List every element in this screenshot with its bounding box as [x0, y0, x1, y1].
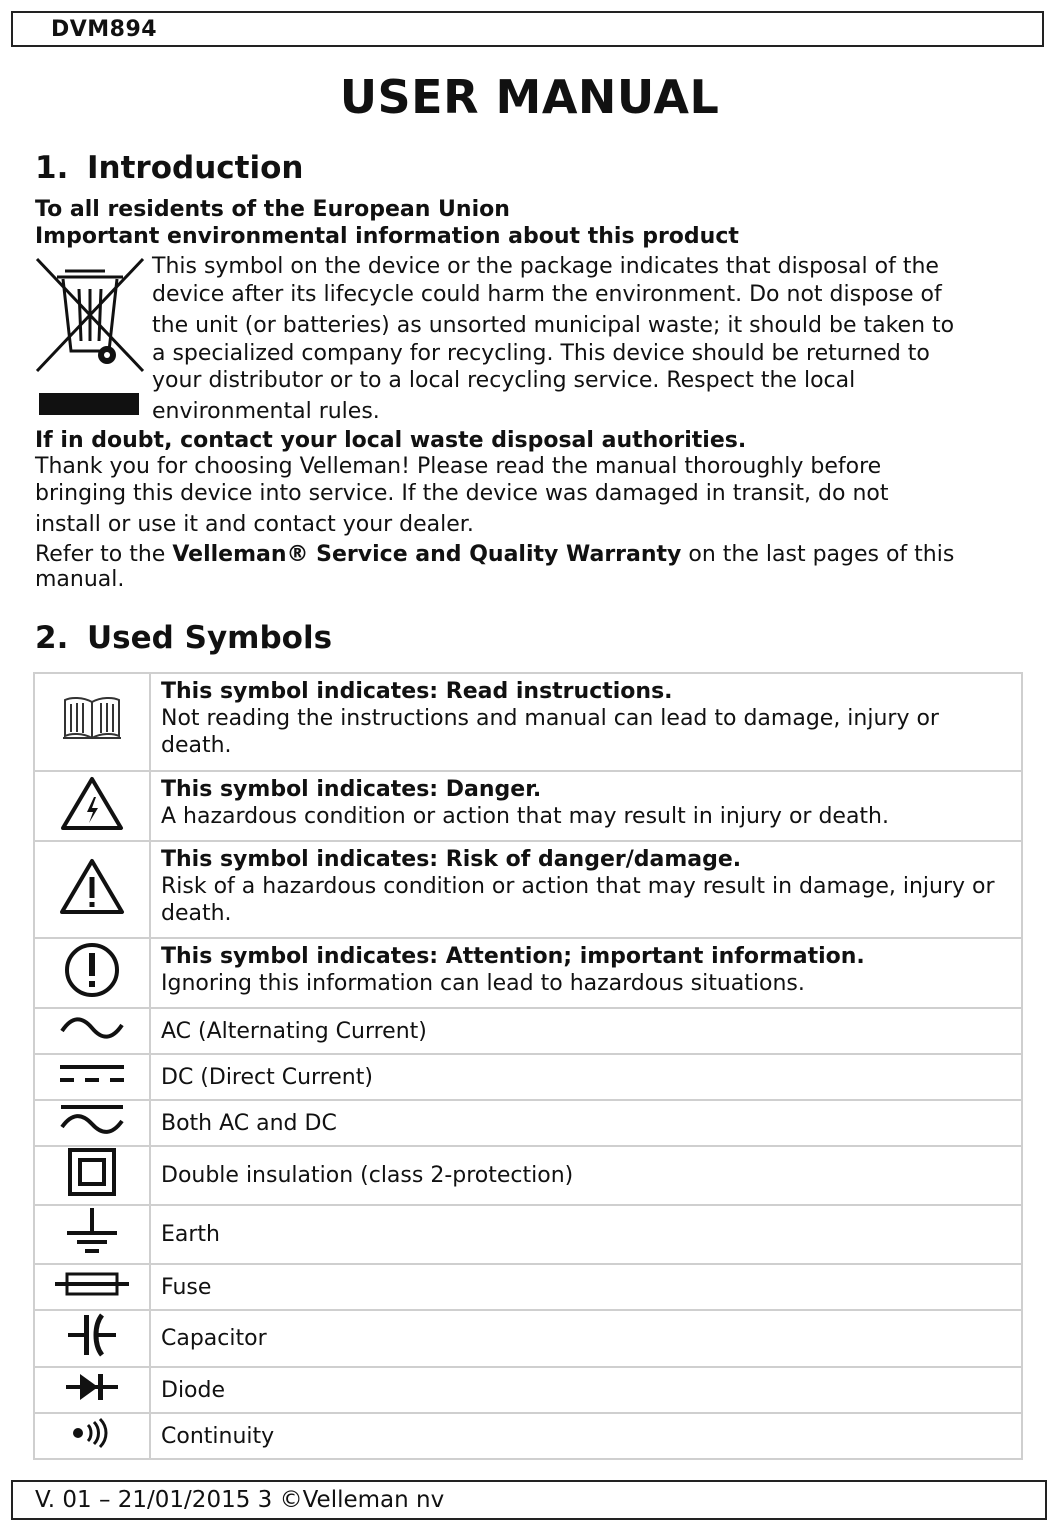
symbol-description: Risk of a hazardous condition or action that may result in damage, injury or death. — [161, 874, 995, 926]
table-row — [34, 1413, 1022, 1459]
warranty-suffix: on the last pages of this — [681, 542, 955, 567]
table-row — [34, 1264, 1022, 1310]
symbol-text-cell: Both AC and DC — [150, 1100, 1022, 1146]
warranty-prefix: Refer to the — [35, 542, 173, 567]
continuity-icon — [72, 1417, 112, 1449]
table-row — [34, 1367, 1022, 1413]
symbol-text-cell — [150, 938, 1022, 1008]
page-title: USER MANUAL — [339, 70, 720, 124]
document-footer — [11, 1480, 1047, 1520]
fuse-icon — [55, 1271, 129, 1297]
footer-version: V. 01 – 21/01/2015 3 ©Velleman nv — [35, 1487, 445, 1513]
warranty-reference-end: manual. — [35, 567, 125, 592]
symbol-icon-cell — [34, 1054, 150, 1100]
env-text-line-6: environmental rules. — [152, 399, 380, 424]
section-number: 1. — [35, 150, 69, 186]
symbol-text-cell: AC (Alternating Current) — [150, 1008, 1022, 1054]
symbol-icon-cell — [34, 938, 150, 1008]
symbol-icon-cell — [34, 771, 150, 841]
table-row — [34, 1054, 1022, 1100]
symbol-text-cell — [150, 673, 1022, 771]
table-row — [34, 938, 1022, 1008]
doubt-note: If in doubt, contact your local waste disposal authorities. — [35, 428, 747, 453]
dc-icon — [58, 1062, 126, 1086]
symbol-text-cell: Continuity — [150, 1413, 1022, 1459]
table-row — [34, 1146, 1022, 1205]
env-heading: Important environmental information about this product — [35, 224, 739, 249]
diode-icon — [66, 1372, 118, 1402]
symbol-text-cell: Capacitor — [150, 1310, 1022, 1367]
weee-bin-icon — [35, 255, 149, 420]
thanks-line-1: Thank you for choosing Velleman! Please read the manual thoroughly before — [35, 454, 882, 479]
symbol-description: A hazardous condition or action that may result in injury or death. — [161, 804, 889, 829]
env-text-line-4: a specialized company for recycling. This device should be returned to — [152, 341, 930, 366]
symbol-icon-cell — [34, 1008, 150, 1054]
symbol-icon-cell — [34, 841, 150, 938]
warning-triangle-icon — [59, 857, 125, 915]
env-text-line-2: device after its lifecycle could harm the environment. Do not dispose of — [152, 282, 942, 307]
table-row — [34, 1008, 1022, 1054]
symbol-icon-cell — [34, 1264, 150, 1310]
section-heading-used-symbols — [35, 620, 332, 656]
book-icon — [61, 694, 123, 744]
attention-circle-icon — [63, 941, 121, 999]
symbol-icon-cell — [34, 1205, 150, 1264]
earth-icon — [64, 1206, 120, 1256]
table-row — [34, 673, 1022, 771]
symbol-title: This symbol indicates: Attention; important information. — [161, 944, 865, 969]
eu-heading: To all residents of the European Union — [35, 197, 510, 222]
symbols-table — [33, 672, 1023, 1460]
symbol-description: Ignoring this information can lead to hazardous situations. — [161, 971, 805, 996]
table-row — [34, 1205, 1022, 1264]
symbol-icon-cell — [34, 1100, 150, 1146]
warranty-link-text: Velleman® Service and Quality Warranty — [172, 542, 682, 567]
warranty-reference — [35, 544, 954, 566]
table-row — [34, 841, 1022, 938]
symbol-icon-cell — [34, 673, 150, 771]
ac-icon — [59, 1016, 125, 1040]
thanks-line-3: install or use it and contact your dealer. — [35, 512, 474, 537]
symbol-icon-cell — [34, 1310, 150, 1367]
double-insulation-icon — [67, 1147, 117, 1197]
symbol-title: This symbol indicates: Read instructions. — [161, 679, 673, 704]
symbol-text-cell — [150, 771, 1022, 841]
symbol-icon-cell — [34, 1367, 150, 1413]
document-header — [11, 11, 1044, 47]
table-row — [34, 1310, 1022, 1367]
symbol-text-cell: DC (Direct Current) — [150, 1054, 1022, 1100]
table-row — [34, 771, 1022, 841]
thanks-line-2: bringing this device into service. If the device was damaged in transit, do not — [35, 481, 889, 506]
section-title: Introduction — [87, 150, 304, 186]
ac-dc-icon — [59, 1103, 125, 1137]
lightning-triangle-icon — [60, 775, 124, 831]
symbol-title: This symbol indicates: Risk of danger/damage. — [161, 847, 742, 872]
capacitor-icon — [66, 1311, 118, 1359]
symbol-text-cell: Fuse — [150, 1264, 1022, 1310]
section-number: 2. — [35, 620, 69, 656]
symbol-description: Not reading the instructions and manual can lead to damage, injury or death. — [161, 706, 939, 758]
symbol-text-cell — [150, 841, 1022, 938]
env-text-line-1: This symbol on the device or the package indicates that disposal of the — [152, 254, 939, 279]
symbol-text-cell: Diode — [150, 1367, 1022, 1413]
section-heading-introduction — [35, 150, 303, 186]
symbol-text-cell: Earth — [150, 1205, 1022, 1264]
env-text-line-5: your distributor or to a local recycling service. Respect the local — [152, 368, 856, 393]
model-name: DVM894 — [51, 17, 158, 42]
symbol-icon-cell — [34, 1146, 150, 1205]
symbol-text-cell: Double insulation (class 2-protection) — [150, 1146, 1022, 1205]
symbol-icon-cell — [34, 1413, 150, 1459]
env-text-line-3: the unit (or batteries) as unsorted municipal waste; it should be taken to — [152, 313, 955, 338]
section-title: Used Symbols — [87, 620, 333, 656]
table-row — [34, 1100, 1022, 1146]
symbol-title: This symbol indicates: Danger. — [161, 777, 542, 802]
